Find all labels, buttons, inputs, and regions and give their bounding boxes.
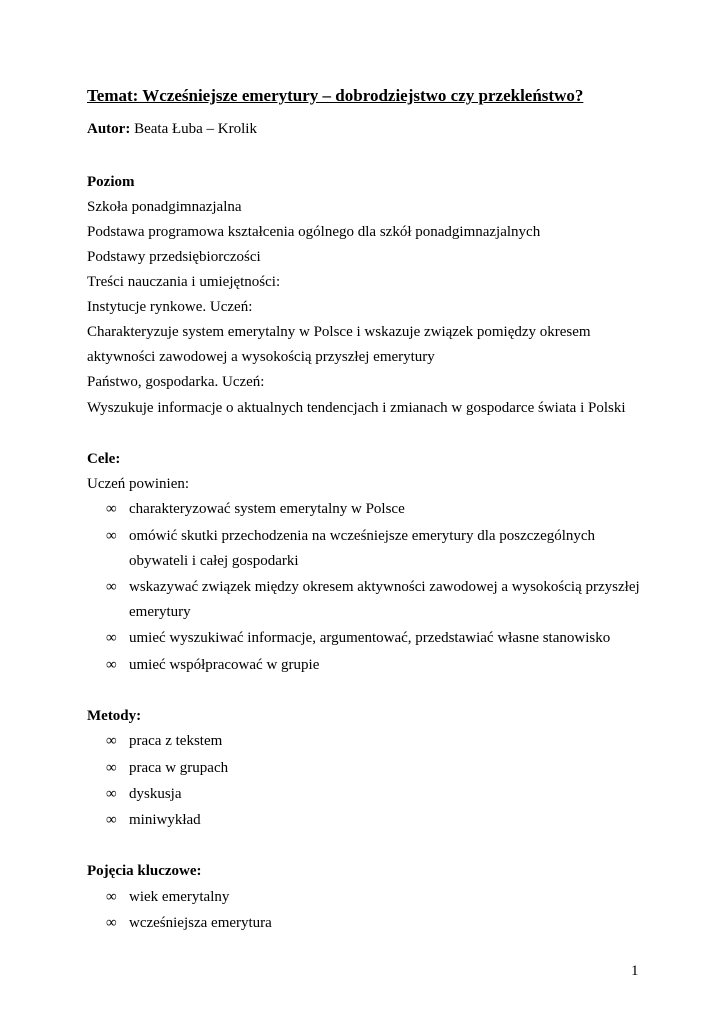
cele-heading: Cele:	[87, 451, 121, 467]
poziom-line: Podstawa programowa kształcenia ogólnego dla szkół ponadgimnazjalnych	[87, 224, 541, 240]
bullet-icon: ∞	[106, 657, 117, 673]
bullet-icon: ∞	[106, 630, 117, 646]
list-item-text: miniwykład	[129, 812, 201, 828]
cele-intro: Uczeń powinien:	[87, 476, 190, 492]
bullet-icon: ∞	[106, 579, 117, 595]
list-item-text: praca z tekstem	[129, 733, 223, 749]
list-item-text: omówić skutki przechodzenia na wcześniejsze emerytury dla poszczególnych	[129, 528, 596, 544]
author-label: Autor:	[87, 121, 131, 137]
page-number: 1	[631, 963, 639, 979]
list-item	[106, 500, 405, 518]
list-item	[106, 578, 640, 596]
poziom-line: aktywności zawodowej a wysokością przyszłej emerytury	[87, 349, 435, 365]
list-item-text: wskazywać związek między okresem aktywności zawodowej a wysokością przyszłej	[129, 579, 640, 595]
list-item-continuation: obywateli i całej gospodarki	[129, 553, 299, 569]
list-item-text: wiek emerytalny	[129, 889, 230, 905]
list-item	[106, 888, 229, 906]
list-item	[106, 811, 201, 829]
bullet-icon: ∞	[106, 812, 117, 828]
list-item-text: dyskusja	[129, 786, 182, 802]
poziom-line: Państwo, gospodarka. Uczeń:	[87, 374, 265, 390]
list-item	[106, 527, 595, 545]
poziom-line: Wyszukuje informacje o aktualnych tendencjach i zmianach w gospodarce świata i Polski	[87, 400, 626, 416]
author-name: Beata Łuba – Krolik	[130, 121, 257, 137]
metody-heading: Metody:	[87, 708, 142, 724]
list-item-continuation: emerytury	[129, 604, 191, 620]
bullet-icon: ∞	[106, 501, 117, 517]
bullet-icon: ∞	[106, 786, 117, 802]
pojecia-heading: Pojęcia kluczowe:	[87, 863, 202, 879]
list-item	[106, 785, 182, 803]
bullet-icon: ∞	[106, 915, 117, 931]
bullet-icon: ∞	[106, 889, 117, 905]
list-item	[106, 629, 610, 647]
author-line	[87, 121, 257, 138]
list-item-text: umieć wyszukiwać informacje, argumentować, przedstawiać własne stanowisko	[129, 630, 611, 646]
list-item-text: umieć współpracować w grupie	[129, 657, 320, 673]
document-title: Temat: Wcześniejsze emerytury – dobrodziejstwo czy przekleństwo?	[87, 86, 584, 105]
poziom-line: Szkoła ponadgimnazjalna	[87, 199, 242, 215]
list-item	[106, 656, 319, 674]
list-item-text: praca w grupach	[129, 760, 229, 776]
list-item	[106, 914, 272, 932]
poziom-line: Podstawy przedsiębiorczości	[87, 249, 261, 265]
bullet-icon: ∞	[106, 733, 117, 749]
poziom-line: Treści nauczania i umiejętności:	[87, 274, 281, 290]
list-item-text: charakteryzować system emerytalny w Polsce	[129, 501, 405, 517]
poziom-line: Instytucje rynkowe. Uczeń:	[87, 299, 253, 315]
list-item	[106, 732, 222, 750]
list-item	[106, 759, 228, 777]
list-item-text: wcześniejsza emerytura	[129, 915, 272, 931]
poziom-line: Charakteryzuje system emerytalny w Polsce i wskazuje związek pomiędzy okresem	[87, 324, 591, 340]
poziom-heading: Poziom	[87, 174, 135, 190]
bullet-icon: ∞	[106, 528, 117, 544]
bullet-icon: ∞	[106, 760, 117, 776]
